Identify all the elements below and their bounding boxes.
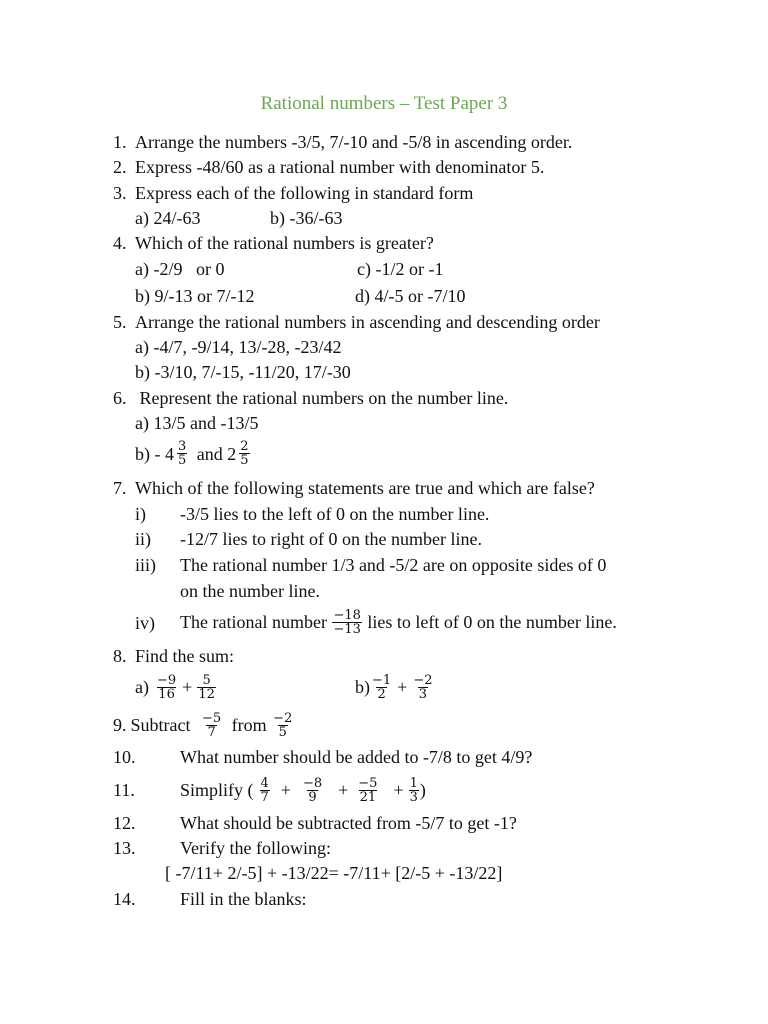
fraction-two-fifths: [239, 440, 249, 467]
question-7-i-label: i): [135, 504, 146, 524]
fraction-three-fifths: [177, 440, 187, 467]
question-6-part-a: a) 13/5 and -13/5: [135, 413, 259, 433]
question-8-part-b: [355, 670, 435, 704]
question-13-text: Verify the following:: [180, 838, 331, 858]
fraction-neg2-over-5: [272, 712, 293, 739]
question-9-number: 9.: [113, 715, 127, 735]
fraction-denominator: 3: [409, 789, 418, 805]
plus-sign: +: [280, 780, 291, 800]
fraction-neg9-over-16: [156, 674, 177, 701]
closing-parenthesis: ): [419, 780, 426, 800]
question-5-number: 5.: [113, 312, 127, 332]
plus-sign: +: [397, 677, 408, 697]
fraction-numerator: 4: [260, 775, 269, 791]
question-10-number: 10.: [113, 747, 136, 767]
question-7-ii-label: ii): [135, 529, 151, 549]
question-7-iii-label: iii): [135, 555, 156, 575]
fraction-denominator: 3: [418, 686, 428, 702]
fraction-numerator: 1: [409, 775, 418, 791]
question-7-text: Which of the following statements are true and which are false?: [135, 478, 595, 498]
question-6-text: Represent the rational numbers on the number line.: [135, 388, 509, 408]
fraction-numerator: −18: [333, 607, 361, 623]
question-4-part-b: b) 9/-13 or 7/-12: [135, 286, 255, 306]
fraction-numerator: −5: [202, 710, 222, 726]
plus-sign: +: [182, 677, 193, 697]
question-7-iv-post: lies to left of 0 on the number line.: [362, 612, 617, 632]
question-7-iv-label: iv): [135, 613, 155, 633]
fraction-denominator: 5: [278, 724, 287, 740]
fraction-denominator: 5: [178, 453, 187, 468]
fraction-denominator: 7: [207, 724, 216, 740]
fraction-denominator: 12: [198, 686, 215, 702]
question-7-iv-pre: The rational number: [180, 612, 332, 632]
fraction-denominator: 7: [260, 789, 269, 805]
question-9: [113, 707, 294, 743]
question-4-number: 4.: [113, 233, 127, 253]
question-5-part-a: a) -4/7, -9/14, 13/-28, -23/42: [135, 337, 342, 357]
fraction-denominator: 2: [377, 686, 386, 702]
question-5-text: Arrange the rational numbers in ascending and descending order: [135, 312, 600, 332]
fraction-5-over-12: [197, 674, 216, 701]
plus-sign: +: [338, 780, 349, 800]
question-7-iv-text: [180, 605, 617, 639]
question-8-part-a-label: a): [135, 677, 149, 697]
question-1-number: 1.: [113, 132, 127, 152]
question-14-text: Fill in the blanks:: [180, 889, 307, 909]
question-4-part-a: a) -2/9 or 0: [135, 259, 225, 279]
question-7-iii-text-line1: The rational number 1/3 and -5/2 are on opposite sides of 0: [180, 555, 607, 575]
fraction-numerator: 3: [178, 439, 187, 454]
question-8-part-a: [135, 670, 217, 704]
question-3-text: Express each of the following in standard form: [135, 183, 474, 203]
question-3-number: 3.: [113, 183, 127, 203]
fraction-numerator: −8: [302, 775, 323, 791]
question-7-ii-text: -12/7 lies to right of 0 on the number line.: [180, 529, 482, 549]
question-3-part-a: a) 24/-63: [135, 208, 201, 228]
fraction-neg8-over-9: [302, 777, 323, 804]
fraction-numerator: −5: [358, 775, 378, 791]
fraction-numerator: −2: [413, 672, 433, 688]
question-8-text: Find the sum:: [135, 646, 235, 666]
question-6-part-b-prefix: b) - 4: [135, 443, 174, 464]
question-12-text: What should be subtracted from -5/7 to get -1?: [180, 813, 517, 833]
question-10-text: What number should be added to -7/8 to get 4/9?: [180, 747, 533, 767]
question-14-number: 14.: [113, 889, 136, 909]
question-4-part-c: c) -1/2 or -1: [357, 259, 444, 279]
fraction-denominator: 9: [308, 789, 317, 805]
question-9-mid: from: [227, 715, 272, 735]
question-12-number: 12.: [113, 813, 136, 833]
question-3-part-b: b) -36/-63: [270, 208, 343, 228]
plus-sign: +: [393, 780, 404, 800]
fraction-neg5-over-21: [357, 777, 378, 804]
question-5-part-b: b) -3/10, 7/-15, -11/20, 17/-30: [135, 362, 351, 382]
question-9-pre: Subtract: [130, 715, 195, 735]
fraction-denominator: 21: [359, 789, 377, 805]
question-6-number: 6.: [113, 388, 127, 408]
question-11-pre: Simplify (: [180, 780, 254, 800]
question-7-iii-text-line2: on the number line.: [180, 581, 320, 601]
question-8-part-b-label: b): [355, 677, 370, 697]
question-13-equation: [ -7/11+ 2/-5] + -13/22= -7/11+ [2/-5 + -13/22]: [165, 863, 503, 883]
question-6-part-b-mid: and 2: [192, 443, 237, 464]
question-11-number: 11.: [113, 780, 135, 800]
fraction-denominator: 16: [158, 686, 175, 702]
page-title: Rational numbers – Test Paper 3: [260, 93, 508, 114]
question-8-number: 8.: [113, 646, 127, 666]
fraction-numerator: −9: [156, 672, 177, 688]
question-2-number: 2.: [113, 157, 127, 177]
question-2-text: Express -48/60 as a rational number with denominator 5.: [135, 157, 545, 177]
question-7-i-text: -3/5 lies to the left of 0 on the number line.: [180, 504, 490, 524]
question-4-part-d: d) 4/-5 or -7/10: [355, 286, 466, 306]
fraction-numerator: 2: [240, 439, 249, 454]
fraction-neg18-over-neg13: [332, 609, 361, 636]
fraction-neg1-over-2: [371, 674, 392, 701]
fraction-4-over-7: [260, 777, 270, 804]
question-11-expression: [180, 772, 426, 808]
question-7-number: 7.: [113, 478, 127, 498]
fraction-numerator: −2: [273, 710, 293, 726]
fraction-denominator: 5: [240, 453, 249, 468]
question-1-text: Arrange the numbers -3/5, 7/-10 and -5/8 in ascending order.: [135, 132, 573, 152]
fraction-numerator: 5: [202, 672, 211, 688]
fraction-1-over-3: [409, 777, 419, 804]
question-6-part-b: [135, 440, 251, 467]
fraction-neg2-over-3: [412, 674, 433, 701]
fraction-numerator: −1: [372, 672, 392, 688]
fraction-denominator: −13: [333, 621, 361, 637]
question-13-number: 13.: [113, 838, 136, 858]
question-4-text: Which of the rational numbers is greater?: [135, 233, 434, 253]
fraction-neg5-over-7: [201, 712, 222, 739]
